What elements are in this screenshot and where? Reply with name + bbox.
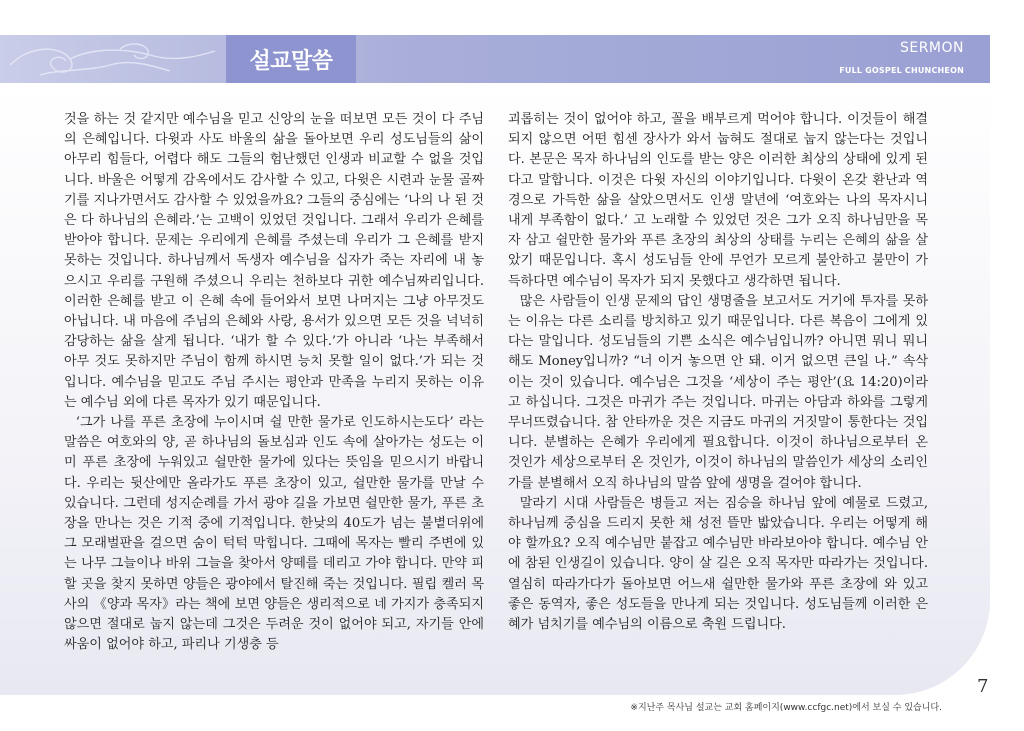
title-box [226,35,356,83]
page-number: 7 [977,676,989,697]
church-name: FULL GOSPEL CHUNCHEON [839,66,964,75]
right-column [508,110,928,635]
paragraph: ‘그가 나를 푸른 초장에 누이시며 쉴 만한 물가로 인도하시는도다’ 라는 말씀은 여호와의 양, 곧 하나님의 돌보심과 인도 속에 살아가는 성도는 이미 푸른 초장에 누워있고 쉴만한 물가에 있다는 뜻임을 믿으시기 바랍니다. 우리는 뒷산에만 올라가도 푸른 초장이 있고, 쉴만한 물가를 만날 수 있습니다. 그런데 성지순례를 가서 광야 길을 가보면 쉴만한 물가, 푸른 초장을 만나는 것은 기적 중에 기적입니다. 한낮의 40도가 넘는 불볕더위에 그 모래벌판을 걸으면 숨이 턱턱 막힙니다. 그때에 목자는 빨리 주변에 있는 나무 그늘이나 바위 그늘을 찾아서 양떼를 데리고 가야 합니다. 만약 피할 곳을 찾지 못하면 양들은 광야에서 탈진해 죽는 것입니다. 필립 켈러 목사의 《양과 목자》라는 책에 보면 양들은 생리적으로 네 가지가 충족되지 않으면 절대로 눕지 않는데 그것은 두려운 것이 없어야 되고, 자기들 안에 싸움이 없어야 하고, 파리나 기생충 등 [64,415,484,653]
page-title: 설교말씀 [249,48,333,74]
section-label: SERMON [899,40,964,56]
paragraph: 것을 하는 것 같지만 예수님을 믿고 신앙의 눈을 떠보면 모든 것이 다 주님의 은혜입니다. 다윗과 사도 바울의 삶을 돌아보면 우리 성도님들의 삶이 아무리 힘들다, 어렵다 해도 그들의 험난했던 인생과 비교할 수 없을 것입니다. 바울은 어떻게 감옥에서도 감사할 수 있고, 다윗은 시련과 눈물 골짜기를 지나가면서도 감사할 수 있었을까요? 그들의 중심에는 ‘나의 나 된 것은 다 하나님의 은혜라.’는 고백이 있었던 것입니다. 그래서 우리가 은혜를 받아야 합니다. 문제는 우리에게 은혜를 주셨는데 우리가 그 은혜를 받지 못하는 것입니다. 하나님께서 독생자 예수님을 십자가 죽는 자리에 내 놓으시고 우리를 구원해 주셨으니 우리는 천하보다 귀한 예수님짜리입니다. 이러한 은혜를 받고 이 은혜 속에 들어와서 보면 나머지는 그냥 아무것도 아닙니다. 내 마음에 주님의 은혜와 사랑, 용서가 있으면 모든 것을 넉넉히 감당하는 삶을 살게 됩니다. ‘내가 할 수 있다.’가 아니라 ‘나는 부족해서 아무 것도 못하지만 주님이 함께 하시면 능치 못할 일이 없다.’가 되는 것입니다. 예수님을 믿고도 주님 주시는 평안과 만족을 누리지 못하는 이유는 예수님 외에 다른 목자가 있기 때문입니다. [64,112,484,410]
ornament-swirl [0,35,230,83]
paragraph: 많은 사람들이 인생 문제의 답인 생명줄을 보고서도 거기에 투자를 못하는 이유는 다른 소리를 방치하고 있기 때문입니다. 다른 복음이 그에게 있다는 말입니다. 성도님들의 기쁜 소식은 예수님입니까? 아니면 뭐니 뭐니 해도 Money입니까? “너 이거 놓으면 안 돼. 이거 없으면 큰일 나.” 속삭이는 것이 있습니다. 예수님은 그것을 ‘세상이 주는 평안’(요 14:20)이라고 하십니다. 그것은 마귀가 주는 것입니다. 마귀는 아담과 하와를 그렇게 무너뜨렸습니다. 참 안타까운 것은 지금도 마귀의 거짓말이 통한다는 것입니다. 분별하는 은혜가 우리에게 필요합니다. 이것이 하나님으로부터 온 것인가 세상으로부터 온 것인가, 이것이 하나님의 말씀인가 세상의 소리인가를 분별해서 오직 하나님의 말씀 앞에 생명을 걸어야 합니다. [508,293,928,491]
footnote: ※지난주 목사님 설교는 교회 홈페이지(www.ccfgc.net)에서 보실 수 있습니다. [630,703,942,713]
paragraph: 괴롭히는 것이 없어야 하고, 꼴을 배부르게 먹어야 합니다. 이것들이 해결되지 않으면 어떤 힘센 장사가 와서 눕혀도 절대로 눕지 않는다는 것입니다. 본문은 목자 하나님의 인도를 받는 양은 이러한 최상의 상태에 있게 된다고 말합니다. 이것은 다윗 자신의 이야기입니다. 다윗이 온갖 환난과 역경으로 가득한 삶을 살았으면서도 인생 말년에 ‘여호와는 나의 목자시니 내게 부족함이 없다.’ 고 노래할 수 있었던 것은 그가 오직 하나님만을 목자 삼고 쉴만한 물가와 푸른 초장의 최상의 상태를 누리는 은혜의 삶을 살았기 때문입니다. 혹시 성도님들 안에 무언가 모르게 불안하고 불만이 가득하다면 예수님이 목자가 되지 못했다고 생각하면 됩니다. [508,112,928,289]
left-column [64,110,484,655]
paragraph: 말라기 시대 사람들은 병들고 저는 짐승을 하나님 앞에 예물로 드렸고, 하나님께 중심을 드리지 못한 채 성전 뜰만 밟았습니다. 우리는 어떻게 해야 할까요? 오직 예수님만 붙잡고 예수님만 바라보아야 합니다. 예수님 안에 참된 인생길이 있습니다. 양이 살 길은 오직 목자만 따라가는 것입니다. 열심히 따라가다가 돌아보면 어느새 쉴만한 물가와 푸른 초장에 와 있고 좋은 동역자, 좋은 성도들을 만나게 되는 것입니다. 성도님들께 이러한 은혜가 넘치기를 예수님의 이름으로 축원 드립니다. [508,495,928,633]
